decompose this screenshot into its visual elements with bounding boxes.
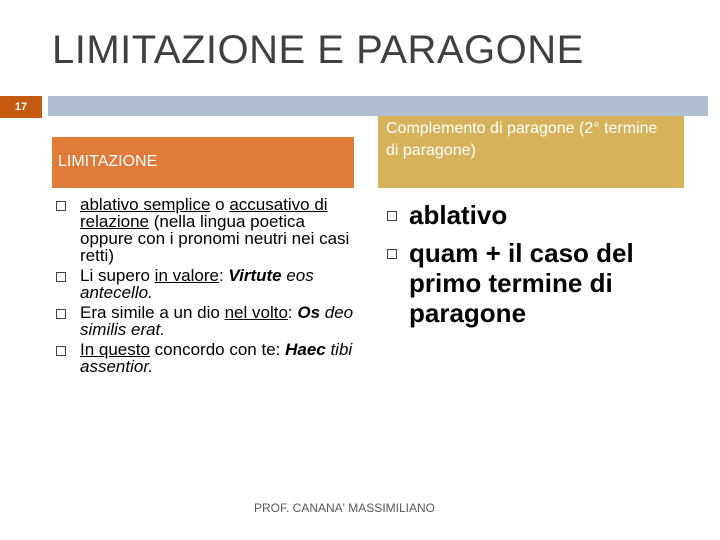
paragone-list xyxy=(385,200,685,336)
text-fragment: o xyxy=(210,195,230,214)
latin-text: deo similis erat. xyxy=(80,303,354,339)
square-bullet-icon xyxy=(56,309,66,319)
limitazione-heading-box xyxy=(52,137,354,188)
slide-number: 17 xyxy=(0,96,42,118)
underlined-phrase: in valore xyxy=(154,266,219,285)
footer-author: PROF. CANANA' MASSIMILIANO xyxy=(254,501,435,515)
list-item xyxy=(385,238,685,328)
underlined-phrase: In questo xyxy=(80,340,150,359)
term-ablativo-semplice: ablativo semplice xyxy=(80,195,211,214)
underlined-phrase: nel volto xyxy=(224,303,288,322)
text-fragment: Era simile a un dio xyxy=(80,303,225,322)
text-fragment: : xyxy=(218,266,229,285)
text-fragment: : xyxy=(287,303,298,322)
latin-key-word: Haec xyxy=(285,340,326,359)
square-bullet-icon xyxy=(387,211,397,221)
latin-key-word: Os xyxy=(297,303,321,322)
term-accusativo-relazione: accusativo di relazione xyxy=(80,195,328,231)
square-bullet-icon xyxy=(56,201,66,211)
list-item xyxy=(56,196,356,264)
paragone-item-text: quam + il caso del primo termine di paragone xyxy=(409,238,634,328)
latin-text: tibi assentior. xyxy=(80,340,353,376)
limitazione-list xyxy=(56,196,356,378)
limitazione-heading: LIMITAZIONE xyxy=(58,153,158,170)
list-item xyxy=(385,200,685,230)
square-bullet-icon xyxy=(56,272,66,282)
paragone-heading-box xyxy=(378,116,684,188)
text-fragment: (nella lingua poetica oppure con i pronomi neutri nei casi retti) xyxy=(80,212,350,265)
latin-text: eos antecello. xyxy=(80,266,314,302)
paragone-heading: Complemento di paragone (2° termine di paragone) xyxy=(386,120,658,159)
text-fragment: concordo con te: xyxy=(149,340,286,359)
text-fragment: Li supero xyxy=(80,266,155,285)
latin-key-word: Virtute xyxy=(228,266,282,285)
header-divider-bar xyxy=(48,96,708,116)
list-item xyxy=(56,304,356,338)
square-bullet-icon xyxy=(56,346,66,356)
list-item xyxy=(56,267,356,301)
list-item xyxy=(56,341,356,375)
square-bullet-icon xyxy=(387,249,397,259)
paragone-item-text: ablativo xyxy=(409,200,508,230)
slide-title: LIMITAZIONE E PARAGONE xyxy=(52,28,584,72)
